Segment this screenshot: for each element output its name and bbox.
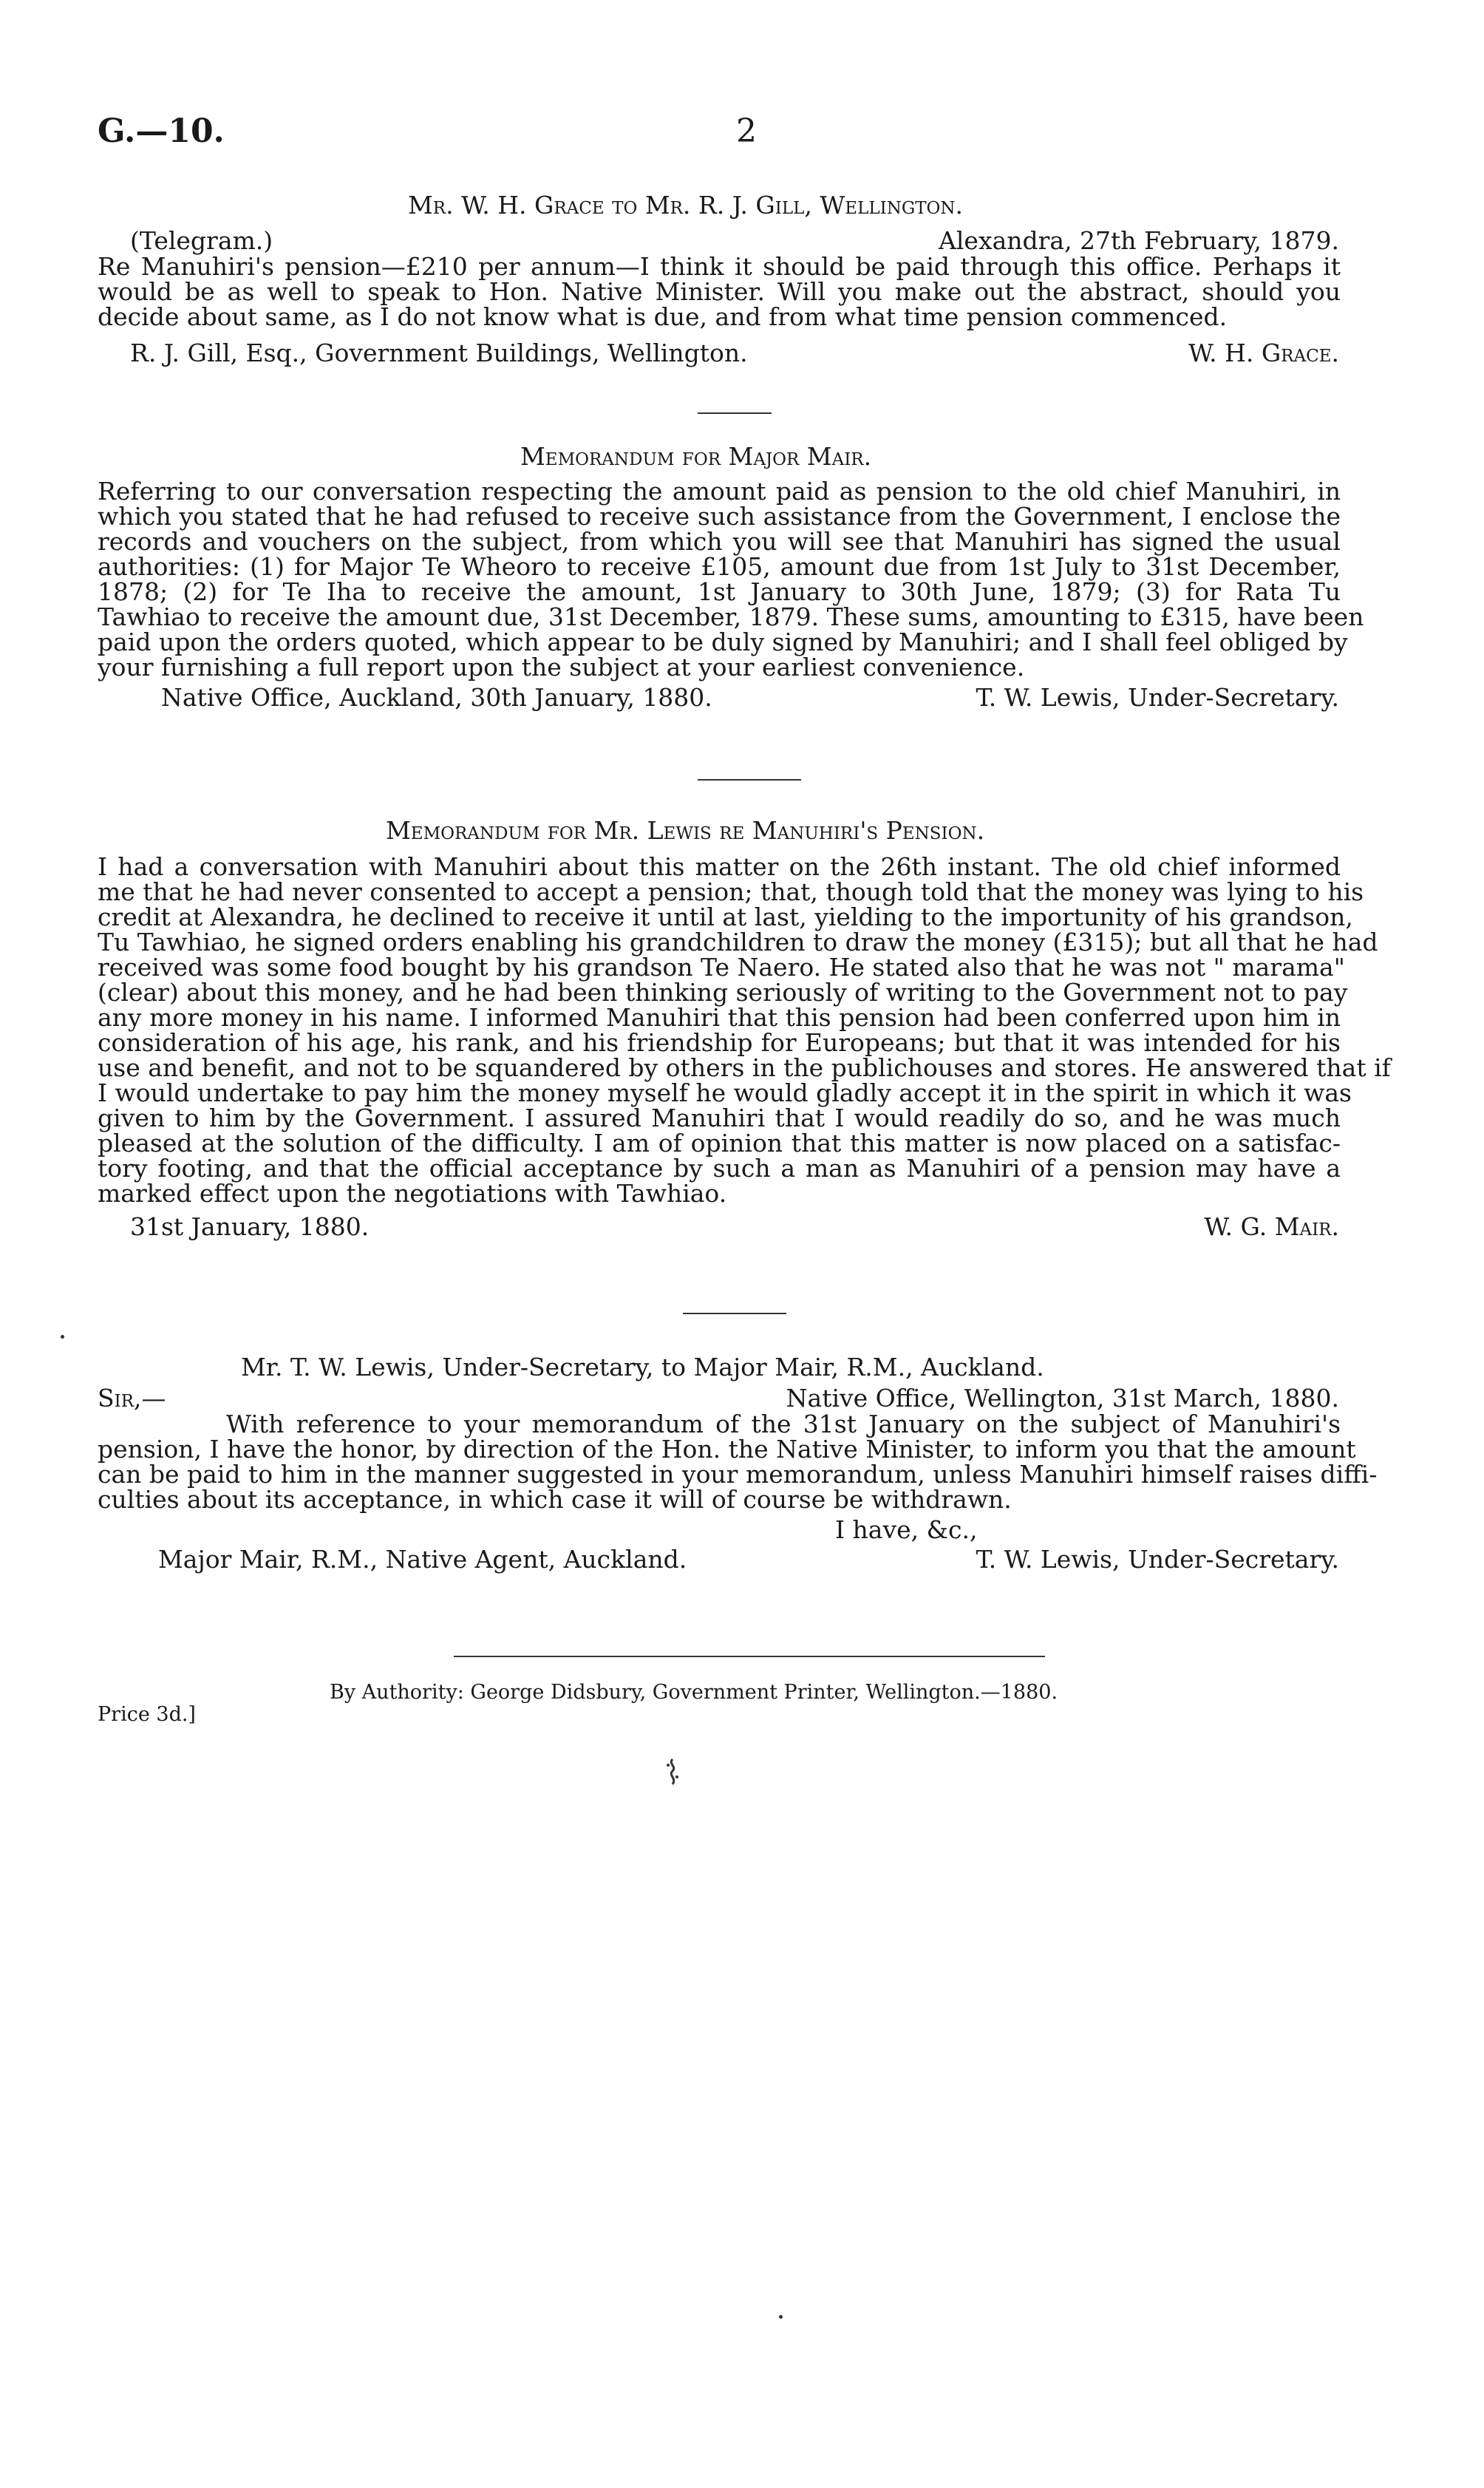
- memo2-signature: W. G. Mair.: [1204, 1212, 1339, 1241]
- letter-body-line: pension, I have the honor, by direction of the Hon. the Native Minister, to inform you that the amount: [98, 1435, 1356, 1464]
- page-number: 2: [736, 112, 757, 150]
- memo1-heading: Memorandum for Major Mair.: [520, 442, 872, 471]
- stray-mark: [61, 1335, 64, 1339]
- memo1-body-line: records and vouchers on the subject, from which you will see that Manuhiri has signed the usual: [98, 527, 1341, 556]
- memo2-body-line: credit at Alexandra, he declined to receive it until at last, yielding to the importunity of his grandson,: [98, 903, 1353, 931]
- letter-salutation: Sir,—: [98, 1384, 166, 1413]
- memo1-body-line: your furnishing a full report upon the subject at your earliest convenience.: [98, 653, 1025, 682]
- memo1-body-line: paid upon the orders quoted, which appear to be duly signed by Manuhiri; and I shall feel obliged by: [98, 628, 1348, 656]
- telegram-type: (Telegram.): [130, 226, 273, 255]
- section-divider: [683, 1313, 786, 1314]
- memo1-body-line: Tawhiao to receive the amount due, 31st December, 1879. These sums, amounting to £315, have been: [98, 602, 1364, 631]
- telegram-body-line: Re Manuhiri's pension—£210 per annum—I think it should be paid through this office. Perhaps it: [98, 252, 1341, 281]
- telegram-addressee: R. J. Gill, Esq., Government Buildings, Wellington.: [130, 339, 748, 367]
- telegram-signature: W. H. Grace.: [1188, 339, 1339, 367]
- memo2-date: 31st January, 1880.: [130, 1212, 370, 1241]
- memo1-body-line: which you stated that he had refused to receive such assistance from the Government, I enclose the: [98, 502, 1341, 531]
- memo1-body-line: Referring to our conversation respecting the amount paid as pension to the old chief Manuhiri, in: [98, 477, 1341, 506]
- memo2-body-line: tory footing, and that the official acceptance by such a man as Manuhiri of a pension may have a: [98, 1154, 1341, 1183]
- telegram-body-line: would be as well to speak to Hon. Native Minister. Will you make out the abstract, should you: [98, 277, 1341, 306]
- memo2-body-line: use and benefit, and not to be squandered by others in the publichouses and stores. He answered that if: [98, 1053, 1391, 1082]
- letter-heading: Mr. T. W. Lewis, Under-Secretary, to Major Mair, R.M., Auckland.: [241, 1353, 1044, 1381]
- memo2-body-line: any more money in his name. I informed Manuhiri that this pension had been conferred upon him in: [98, 1003, 1341, 1032]
- memo2-body-line: (clear) about this money, and he had been thinking seriously of writing to the Government not to pay: [98, 978, 1348, 1007]
- memo2-heading: Memorandum for Mr. Lewis re Manuhiri's Pension.: [386, 816, 985, 845]
- memo2-body-line: received was some food bought by his grandson Te Naero. He stated also that he was not " marama": [98, 953, 1345, 982]
- section-divider: [698, 779, 801, 781]
- memo2-body-line: I had a conversation with Manuhiri about this matter on the 26th instant. The old chief informed: [98, 852, 1341, 881]
- memo1-body-line: 1878; (2) for Te Iha to receive the amount, 1st January to 30th June, 1879; (3) for Rata Tu: [98, 577, 1341, 606]
- memo2-body-line: me that he had never consented to accept a pension; that, though told that the money was lying to his: [98, 877, 1364, 906]
- memo1-body-line: authorities: (1) for Major Te Wheoro to receive £105, amount due from 1st July to 31st December,: [98, 552, 1341, 581]
- memo2-body-line: consideration of his age, his rank, and his friendship for Europeans; but that it was intended for his: [98, 1028, 1341, 1057]
- printer-ornament: [664, 1758, 681, 1787]
- printer-imprint: By Authority: George Didsbury, Government Printer, Wellington.—1880.: [330, 1681, 1058, 1704]
- memo2-body-line: I would undertake to pay him the money myself he would gladly accept it in the spirit in which it was: [98, 1078, 1352, 1107]
- letter-body-line: can be paid to him in the manner suggested in your memorandum, unless Manuhiri himself raises diffi-: [98, 1460, 1378, 1489]
- letter-place-date: Native Office, Wellington, 31st March, 1880.: [786, 1384, 1339, 1413]
- memo2-body-line: marked effect upon the negotiations with Tawhiao.: [98, 1179, 727, 1208]
- telegram-place-date: Alexandra, 27th February, 1879.: [939, 226, 1339, 255]
- memo1-signature: T. W. Lewis, Under-Secretary.: [976, 683, 1339, 712]
- letter-body-line: culties about its acceptance, in which case it will of course be withdrawn.: [98, 1485, 1012, 1514]
- footer-rule: [454, 1656, 1045, 1657]
- stray-mark: [779, 2315, 783, 2319]
- letter-addressee: Major Mair, R.M., Native Agent, Auckland.: [158, 1545, 687, 1574]
- memo2-body-line: given to him by the Government. I assured Manuhiri that I would readily do so, and he was much: [98, 1104, 1341, 1132]
- memo1-place-date: Native Office, Auckland, 30th January, 1880.: [161, 683, 712, 712]
- letter-closing: I have, &c.,: [835, 1515, 978, 1544]
- memo2-body-line: pleased at the solution of the difficulty. I am of opinion that this matter is now placed on a satisfac-: [98, 1129, 1341, 1158]
- telegram-heading: Mr. W. H. Grace to Mr. R. J. Gill, Wellington.: [408, 191, 964, 220]
- document-reference: G.—10.: [98, 112, 225, 150]
- memo2-body-line: Tu Tawhiao, he signed orders enabling his grandchildren to draw the money (£315); but all that he had: [98, 928, 1378, 956]
- telegram-body-line: decide about same, as I do not know what is due, and from what time pension commenced.: [98, 302, 1228, 331]
- letter-signature: T. W. Lewis, Under-Secretary.: [976, 1545, 1339, 1574]
- letter-body-line: With reference to your memorandum of the 31st January on the subject of Manuhiri's: [226, 1410, 1341, 1438]
- section-divider: [698, 412, 772, 414]
- price-label: Price 3d.]: [98, 1703, 196, 1726]
